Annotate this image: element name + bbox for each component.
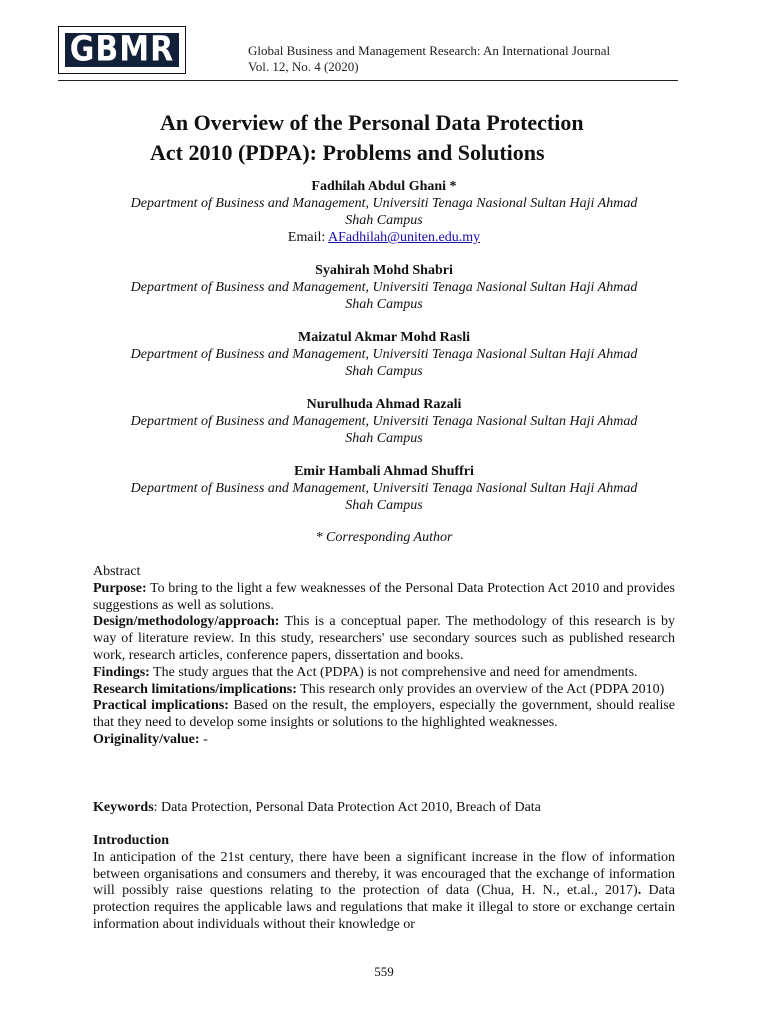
abstract-purpose xyxy=(93,581,675,615)
keywords-text: : Data Protection, Personal Data Protection Act 2010, Breach of Data xyxy=(153,800,541,815)
design-label: Design/methodology/approach: xyxy=(93,614,280,630)
paper-title xyxy=(90,108,720,168)
abstract-originality xyxy=(93,732,675,749)
author-affiliation: Department of Business and Management, Universiti Tenaga Nasional Sultan Haji Ahmad xyxy=(130,280,638,295)
findings-label: Findings: xyxy=(93,664,150,680)
author-affiliation: Department of Business and Management, Universiti Tenaga Nasional Sultan Haji Ahmad xyxy=(130,414,638,429)
author-block xyxy=(93,396,675,447)
introduction-paragraph xyxy=(93,850,675,934)
purpose-text: To bring to the light a few weaknesses of the Personal Data Protection Act 2010 and provides suggestions as well as solutions. xyxy=(93,580,675,613)
journal-logo xyxy=(58,26,186,74)
journal-name: Global Business and Management Research: An International Journal xyxy=(248,43,611,58)
title-line-2: Act 2010 (PDPA): Problems and Solutions xyxy=(150,140,545,165)
email-label: Email: xyxy=(287,230,328,245)
abstract-heading: Abstract xyxy=(93,564,141,579)
practical-text: Based on the result, the employers, especially the government, should realise that they need to develop some insights or solutions to the highlighted weaknesses. xyxy=(93,698,675,731)
abstract-design xyxy=(93,614,675,664)
author-affiliation-campus: Shah Campus xyxy=(345,498,423,513)
introduction-section xyxy=(93,833,675,934)
author-block xyxy=(93,329,675,380)
corresponding-author-note: * Corresponding Author xyxy=(315,530,453,545)
intro-period: . xyxy=(637,883,642,899)
header-rule xyxy=(58,80,678,81)
keywords-label: Keywords xyxy=(93,800,154,815)
author-affiliation: Department of Business and Management, Universiti Tenaga Nasional Sultan Haji Ahmad xyxy=(130,481,638,496)
title-line-1: An Overview of the Personal Data Protection xyxy=(160,110,584,135)
journal-info xyxy=(248,43,610,75)
originality-label: Originality/value: xyxy=(93,731,200,747)
author-block xyxy=(93,262,675,313)
intro-text-1: In anticipation of the 21st century, there have been a significant increase in the flow of information between organisations and consumers and thereby, it was encouraged that the exchange of information will possibly raise questions relating to the protection of data (Chua, H. N., et.al., 2017) xyxy=(93,849,675,899)
author-affiliation-campus: Shah Campus xyxy=(345,431,423,446)
author-affiliation-campus: Shah Campus xyxy=(345,213,423,228)
author-email-line xyxy=(93,229,675,246)
keywords-line xyxy=(93,799,675,816)
findings-text: The study argues that the Act (PDPA) is not comprehensive and need for amendments. xyxy=(149,664,638,680)
logo-text: GBMR xyxy=(69,29,175,70)
author-name: Emir Hambali Ahmad Shuffri xyxy=(294,464,474,479)
abstract-practical xyxy=(93,698,675,732)
limitations-text: This research only provides an overview of the Act (PDPA 2010) xyxy=(296,681,665,697)
intro-text-2: Data protection requires the applicable laws and regulations that make it illegal to store or exchange certain information about individuals without their knowledge or xyxy=(93,883,675,932)
author-affiliation-campus: Shah Campus xyxy=(345,297,423,312)
originality-text: - xyxy=(199,731,208,747)
author-block xyxy=(93,178,675,246)
abstract-findings xyxy=(93,665,675,682)
author-affiliation: Department of Business and Management, Universiti Tenaga Nasional Sultan Haji Ahmad xyxy=(130,347,638,362)
abstract-limitations xyxy=(93,682,675,699)
purpose-label: Purpose: xyxy=(93,580,147,596)
author-name: Nurulhuda Ahmad Razali xyxy=(306,397,462,412)
author-name: Maizatul Akmar Mohd Rasli xyxy=(297,330,471,345)
design-text: This is a conceptual paper. The methodology of this research is by way of literature review. In this study, researchers' use secondary sources such as published research work, research articles, conference papers, dissertation and books. xyxy=(93,614,675,663)
author-list xyxy=(93,178,675,546)
author-name: Syahirah Mohd Shabri xyxy=(315,263,453,278)
journal-volume: Vol. 12, No. 4 (2020) xyxy=(248,59,359,74)
author-email-link[interactable]: AFadhilah@uniten.edu.my xyxy=(327,230,481,245)
abstract-section xyxy=(93,564,675,749)
author-block xyxy=(93,463,675,514)
author-affiliation: Department of Business and Management, Universiti Tenaga Nasional Sultan Haji Ahmad xyxy=(130,196,638,211)
practical-label: Practical implications: xyxy=(93,698,229,714)
limitations-label: Research limitations/implications: xyxy=(93,681,297,697)
author-affiliation-campus: Shah Campus xyxy=(345,364,423,379)
author-name: Fadhilah Abdul Ghani * xyxy=(311,179,457,194)
introduction-heading: Introduction xyxy=(93,833,169,848)
page-number: 559 xyxy=(374,964,394,979)
